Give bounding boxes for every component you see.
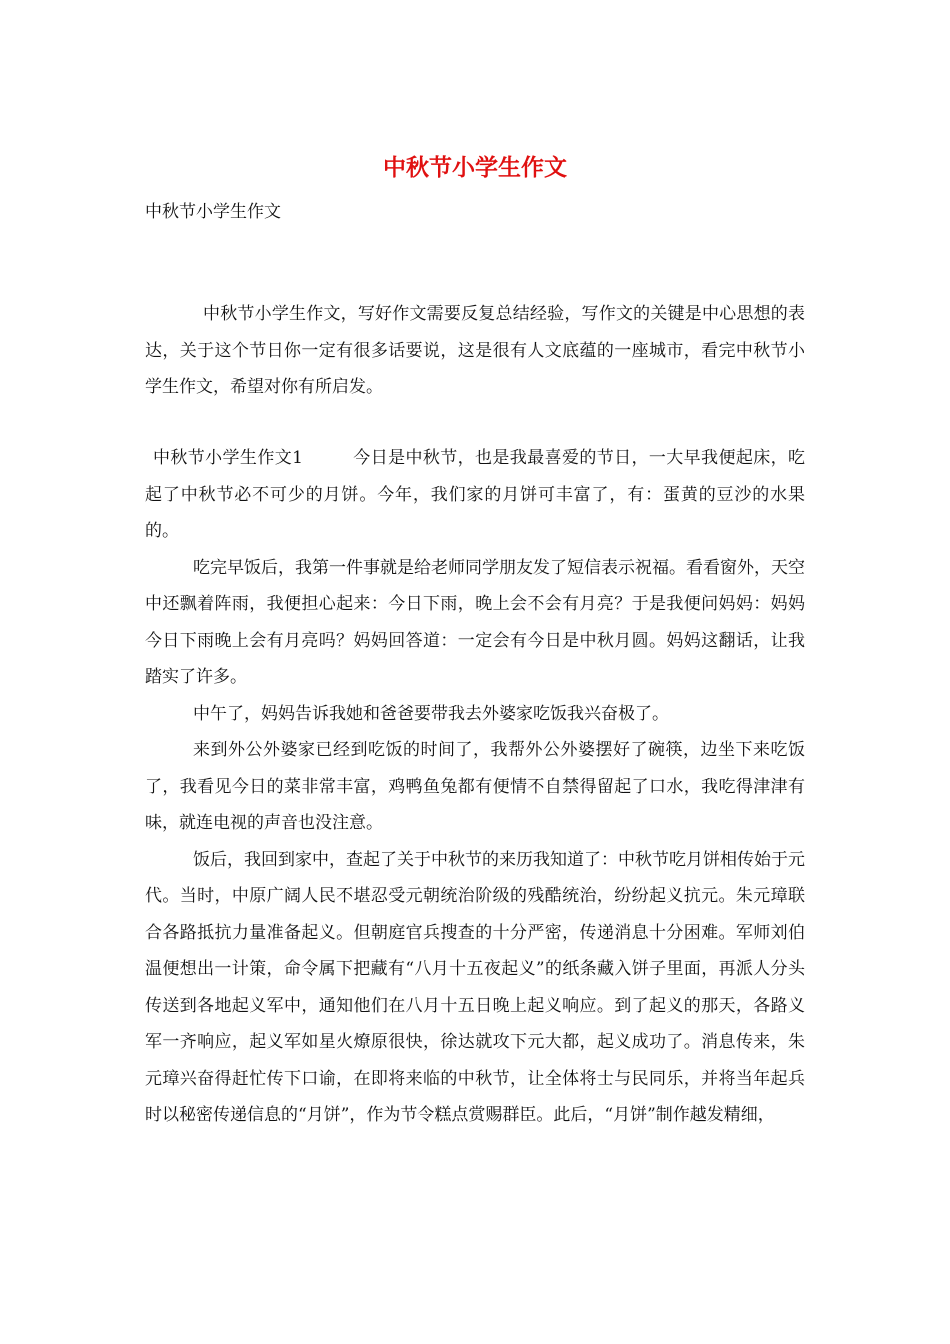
document-title: 中秋节小学生作文 (383, 154, 567, 181)
essay-heading: 中秋节小学生作文1 (153, 448, 303, 468)
essay-paragraph-text: 今日是中秋节，也是我最喜爱的节日，一大早我便起床，吃起了中秋节必不可少的月饼。今年，我们家的月饼可丰富了，有：蛋黄的豆沙的水果的。 (145, 448, 805, 541)
document-subtitle: 中秋节小学生作文 (145, 202, 281, 222)
essay-paragraph (145, 440, 805, 550)
essay-paragraph: 中午了，妈妈告诉我她和爸爸要带我去外婆家吃饭我兴奋极了。 (193, 703, 669, 724)
essay-body (145, 440, 805, 1134)
intro-paragraph: 中秋节小学生作文，写好作文需要反复总结经验，写作文的关键是中心思想的表达，关于这个节日你一定有很多话要说，这是很有人文底蕴的一座城市，看完中秋节小学生作文，希望对你有所启发。 (145, 304, 805, 397)
essay-paragraph: 饭后，我回到家中，查起了关于中秋节的来历我知道了：中秋节吃月饼相传始于元代。当时，中原广阔人民不堪忍受元朝统治阶级的残酷统治，纷纷起义抗元。朱元璋联合各路抵抗力量准备起义。但朝庭官兵搜查的十分严密，传递消息十分困难。军师刘伯温便想出一计策，命令属下把藏有“八月十五夜起义”的纸条藏入饼子里面，再派人分头传送到各地起义军中，通知他们在八月十五日晚上起义响应。到了起义的那天，各路义军一齐响应，起义军如星火燎原很快，徐达就攻下元大都，起义成功了。消息传来，朱元璋兴奋得赶忙传下口谕，在即将来临的中秋节，让全体将士与民同乐，并将当年起兵时以秘密传递信息的“月饼”，作为节令糕点赏赐群臣。此后，“月饼”制作越发精细， (145, 849, 805, 1125)
essay-paragraph: 吃完早饭后，我第一件事就是给老师同学朋友发了短信表示祝福。看看窗外，天空中还飘着阵雨，我便担心起来：今日下雨，晚上会不会有月亮？于是我便问妈妈：妈妈今日下雨晚上会有月亮吗？妈妈回答道：一定会有今日是中秋月圆。妈妈这翻话，让我踏实了许多。 (145, 557, 805, 687)
essay-paragraph: 来到外公外婆家已经到吃饭的时间了，我帮外公外婆摆好了碗筷，边坐下来吃饭了，我看见今日的菜非常丰富，鸡鸭鱼兔都有便情不自禁得留起了口水，我吃得津津有味，就连电视的声音也没注意。 (145, 740, 805, 833)
